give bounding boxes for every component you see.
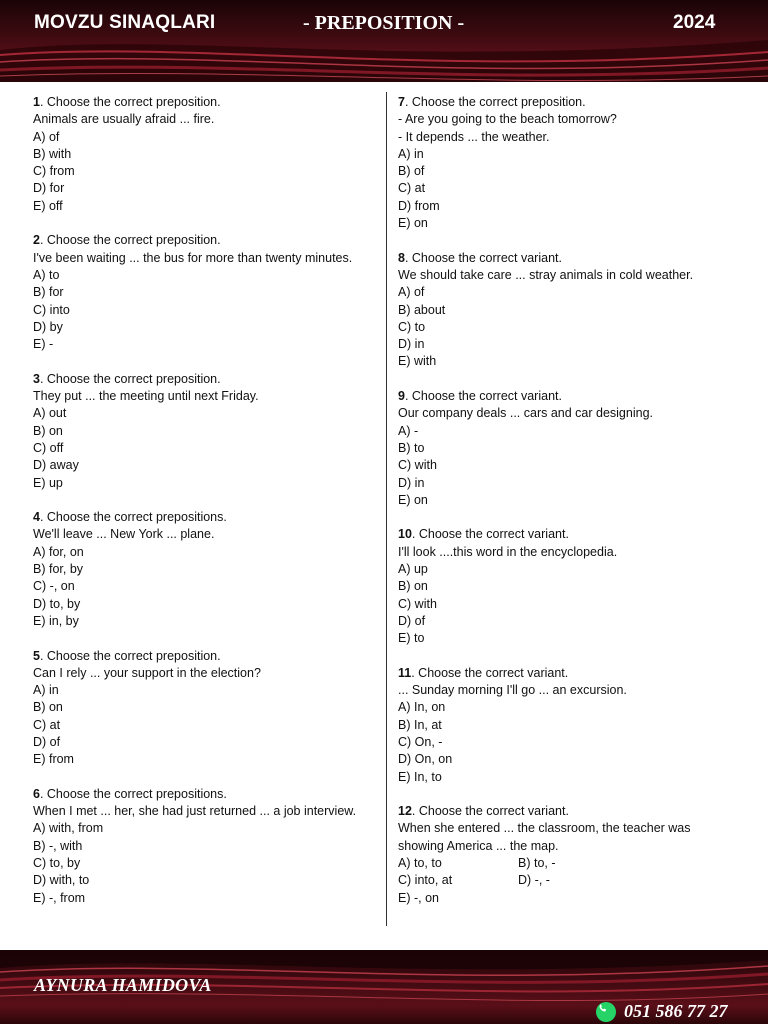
answer-option: D) -, - — [518, 873, 550, 888]
question-text: We should take care ... stray animals in cold weather. — [398, 267, 694, 282]
header-subject: MOVZU SINAQLARI — [34, 12, 216, 33]
answer-option: B) with — [33, 146, 72, 161]
answer-option: E) from — [33, 752, 74, 767]
answer-option: C) to — [398, 319, 426, 334]
answer-option: B) on — [33, 423, 63, 438]
question-instruction: . Choose the correct variant. — [411, 665, 569, 680]
answer-option: D) On, on — [398, 752, 453, 767]
question-number: 11 — [398, 665, 412, 680]
answer-option: A) for, on — [33, 544, 84, 559]
header-year: 2024 — [673, 12, 716, 33]
footer-banner — [0, 950, 768, 1024]
answer-option: A) of — [398, 285, 425, 300]
answer-option: A) out — [33, 406, 67, 421]
question-7 — [398, 94, 738, 232]
question-instruction: . Choose the correct variant. — [411, 804, 569, 819]
answer-option: B) for — [33, 285, 64, 300]
answer-option-row — [398, 872, 738, 889]
answer-option: A) In, on — [398, 700, 446, 715]
answer-option: D) of — [33, 734, 61, 749]
question-11 — [398, 665, 738, 786]
answer-option: A) up — [398, 562, 428, 577]
answer-option: C) with — [398, 596, 437, 611]
question-number: 10 — [398, 527, 412, 542]
answer-option: E) - — [33, 337, 54, 352]
answer-option: A) in — [398, 146, 424, 161]
question-number: 7 — [398, 95, 405, 109]
question-instruction: . Choose the correct preposition. — [39, 371, 221, 386]
answer-option: C) to, by — [33, 856, 81, 871]
question-number: 8 — [398, 250, 405, 265]
answer-option: D) for — [33, 181, 65, 196]
answer-option: B) of — [398, 164, 425, 179]
right-column — [398, 94, 738, 924]
question-2 — [33, 232, 373, 353]
question-instruction: . Choose the correct preposition. — [404, 95, 586, 109]
whatsapp-icon — [596, 1002, 616, 1022]
answer-option: E) in, by — [33, 613, 79, 628]
answer-option: B) In, at — [398, 717, 442, 732]
contact-phone — [596, 1001, 728, 1022]
column-divider — [386, 92, 387, 926]
question-text: We'll leave ... New York ... plane. — [33, 527, 215, 542]
answer-option-row — [398, 855, 738, 872]
question-3 — [33, 371, 373, 492]
question-instruction: . Choose the correct prepositions. — [39, 510, 227, 525]
question-number: 5 — [33, 648, 40, 663]
answer-option: E) to — [398, 631, 425, 646]
answer-option: C) with — [398, 458, 437, 473]
question-text: ... Sunday morning I'll go ... an excursion. — [398, 683, 627, 698]
question-number: 6 — [33, 786, 40, 801]
answer-option: D) in — [398, 337, 425, 352]
answer-option: A) - — [398, 423, 419, 438]
question-instruction: . Choose the correct preposition. — [39, 95, 221, 109]
answer-option: C) -, on — [33, 579, 75, 594]
question-text: They put ... the meeting until next Friday. — [33, 389, 259, 404]
question-instruction: . Choose the correct prepositions. — [39, 786, 227, 801]
question-text: - It depends ... the weather. — [398, 129, 550, 144]
question-text: showing America ... the map. — [398, 838, 559, 853]
question-6 — [33, 786, 373, 907]
answer-option: D) by — [33, 319, 63, 334]
answer-option: C) from — [33, 164, 75, 179]
answer-option: B) about — [398, 302, 446, 317]
answer-option: D) away — [33, 458, 79, 473]
answer-option: E) In, to — [398, 769, 442, 784]
question-instruction: . Choose the correct preposition. — [39, 648, 221, 663]
question-text: - Are you going to the beach tomorrow? — [398, 112, 617, 127]
answer-option: C) into — [33, 302, 70, 317]
answer-option: B) to, - — [518, 856, 556, 871]
answer-option: B) to — [398, 440, 425, 455]
question-10 — [398, 526, 738, 647]
answer-option: C) into, at — [398, 873, 453, 888]
question-instruction: . Choose the correct variant. — [404, 250, 562, 265]
answer-option: E) up — [33, 475, 63, 490]
question-8 — [398, 250, 738, 371]
question-number: 2 — [33, 233, 40, 248]
answer-option: A) to, to — [398, 856, 442, 871]
answer-option: B) for, by — [33, 562, 84, 577]
question-number: 12 — [398, 804, 412, 819]
question-text: Our company deals ... cars and car designing. — [398, 406, 653, 421]
answer-option: B) -, with — [33, 838, 83, 853]
answer-option: E) on — [398, 492, 428, 507]
answer-option: D) with, to — [33, 873, 90, 888]
question-text: Can I rely ... your support in the election? — [33, 665, 261, 680]
answer-option: D) of — [398, 613, 426, 628]
question-text: I'll look ....this word in the encyclopedia. — [398, 544, 618, 559]
header-topic: - PREPOSITION - — [303, 12, 465, 34]
answer-option: B) on — [398, 579, 428, 594]
question-12 — [398, 803, 738, 907]
answer-option: C) On, - — [398, 734, 443, 749]
answer-option: E) with — [398, 354, 437, 369]
author-name: AYNURA HAMIDOVA — [34, 975, 212, 995]
answer-option: D) in — [398, 475, 425, 490]
question-text: When I met ... her, she had just returned ... a job interview. — [33, 804, 357, 819]
question-instruction: . Choose the correct preposition. — [39, 233, 221, 248]
question-text: Animals are usually afraid ... fire. — [33, 112, 215, 127]
answer-option: A) to — [33, 267, 60, 282]
answer-option: E) off — [33, 198, 63, 213]
answer-option: E) -, from — [33, 890, 86, 905]
question-number: 3 — [33, 371, 40, 386]
left-column — [33, 94, 373, 924]
question-text: When she entered ... the classroom, the teacher was — [398, 821, 691, 836]
phone-number: 051 586 77 27 — [624, 1001, 728, 1021]
question-text: I've been waiting ... the bus for more than twenty minutes. — [33, 250, 353, 265]
answer-option: D) from — [398, 198, 440, 213]
question-instruction: . Choose the correct variant. — [404, 389, 562, 404]
question-number: 4 — [33, 510, 40, 525]
question-1 — [33, 94, 373, 215]
answer-option: A) in — [33, 683, 59, 698]
answer-option: E) on — [398, 216, 428, 231]
header-banner — [0, 0, 768, 82]
answer-option: C) at — [398, 181, 426, 196]
answer-option: D) to, by — [33, 596, 81, 611]
answer-option: A) with, from — [33, 821, 104, 836]
answer-option: E) -, on — [398, 890, 439, 905]
question-number: 1 — [33, 95, 40, 109]
answer-option: C) at — [33, 717, 61, 732]
answer-option: C) off — [33, 440, 64, 455]
question-5 — [33, 648, 373, 769]
question-instruction: . Choose the correct variant. — [411, 527, 569, 542]
question-9 — [398, 388, 738, 509]
question-4 — [33, 509, 373, 630]
question-number: 9 — [398, 389, 405, 404]
answer-option: B) on — [33, 700, 63, 715]
answer-option: A) of — [33, 129, 60, 144]
